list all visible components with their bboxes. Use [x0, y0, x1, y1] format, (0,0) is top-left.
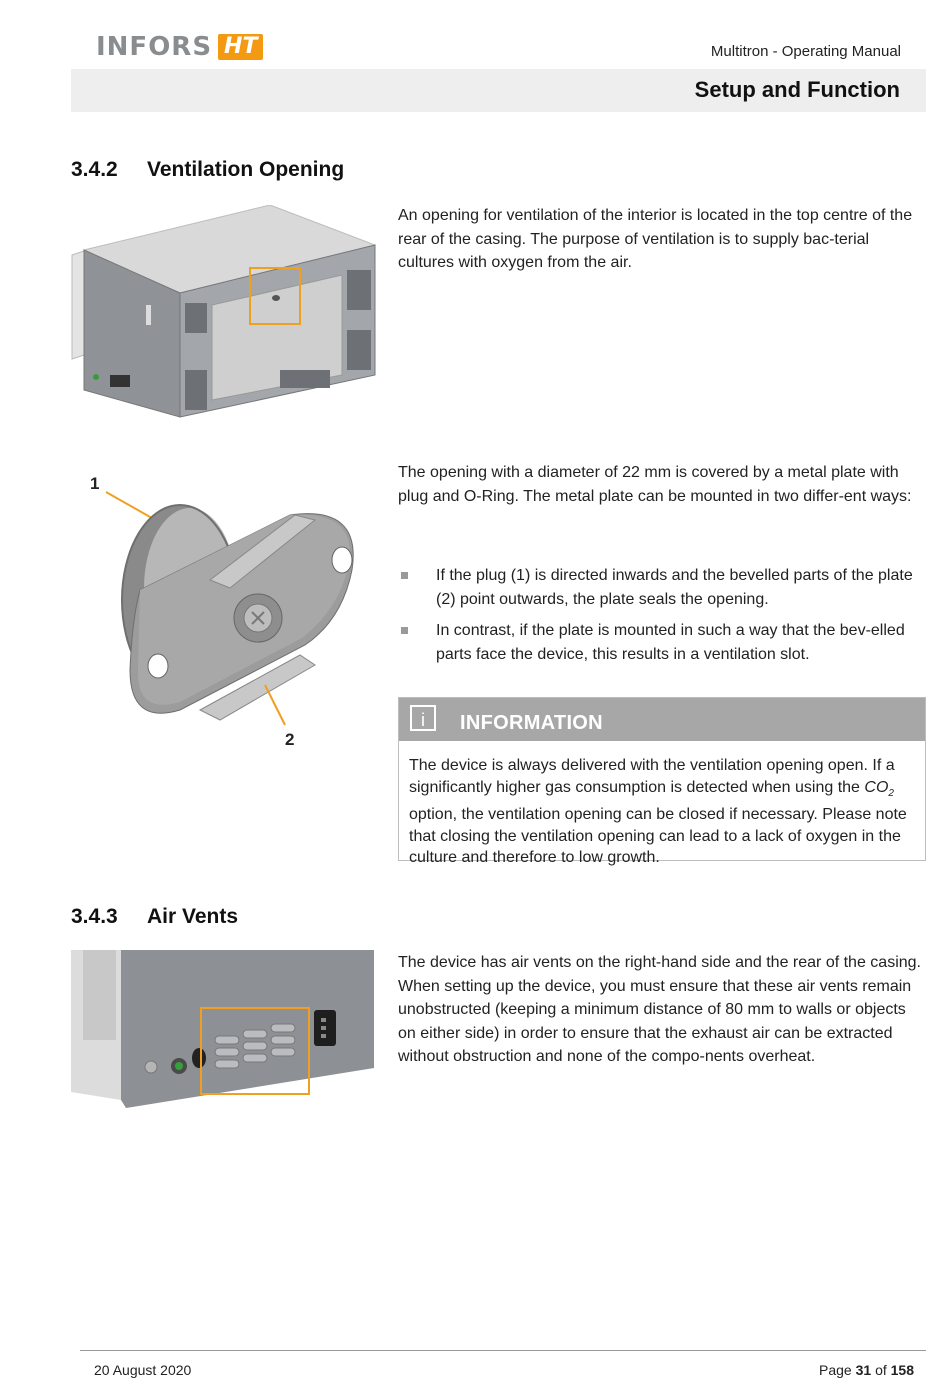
chapter-title: Setup and Function — [694, 77, 900, 102]
section-title: Air Vents — [147, 905, 239, 928]
information-text: The device is always delivered with the ventilation opening open. If a significantly higher gas consumption is detected when using the $CO_2$ option, the ventilation opening can be closed if necessary. Please note that closing the ventilation opening can lead to a lack of oxygen in the culture and therefore to low growth. — [409, 757, 907, 867]
plate-description-text: The opening with a diameter of 22 mm is covered by a metal plate with plug and O-Ring. The metal plate can be mounted in two differ-ent ways: — [398, 464, 912, 505]
information-box — [398, 697, 926, 867]
ventilation-intro-text: An opening for ventilation of the interior is located in the top centre of the rear of the casing. The purpose of ventilation is to supply bac-terial cultures with oxygen from the air. — [398, 207, 913, 271]
metal-plate-plug-image — [80, 470, 380, 760]
manual-title: Multitron - Operating Manual — [710, 43, 901, 60]
bullet-square-icon — [401, 572, 408, 579]
section-number: 3.4.2 — [71, 158, 118, 181]
co2-formula: $CO_2$ — [864, 778, 894, 799]
mounting-options-list — [398, 564, 918, 674]
footer-divider — [80, 1350, 926, 1351]
header-band — [71, 69, 926, 112]
list-item: If the plug (1) is directed inwards and the bevelled parts of the plate (2) point outwards, the plate seals the opening. — [398, 564, 918, 611]
device-rear-image — [70, 205, 376, 420]
callout-1: 1 — [90, 474, 100, 493]
information-title: INFORMATION — [460, 712, 603, 734]
infors-ht-logo — [96, 30, 263, 64]
information-header — [399, 698, 925, 741]
section-heading-air-vents — [71, 905, 238, 929]
logo-mark: HT — [218, 34, 263, 60]
footer-date: 20 August 2020 — [94, 1362, 192, 1378]
information-icon: i — [410, 705, 436, 731]
section-title: Ventilation Opening — [147, 158, 345, 181]
footer-page-number: Page 31 of 158 — [819, 1362, 914, 1378]
section-heading-ventilation — [71, 158, 344, 182]
air-vents-image — [71, 950, 374, 1110]
air-vents-text: The device has air vents on the right-hand side and the rear of the casing. When setting up the device, you must ensure that these air vents remain unobstructed (keeping a minimum distance of 80 mm to walls or objects on either side) in order to ensure that the exhaust air can be extracted without obstruction and none of the compo-nents overheat. — [398, 954, 921, 1065]
bullet-square-icon — [401, 627, 408, 634]
logo-word: INFORS — [96, 32, 213, 62]
callout-2: 2 — [285, 730, 295, 749]
section-number: 3.4.3 — [71, 905, 118, 928]
list-item: In contrast, if the plate is mounted in such a way that the bev-elled parts face the device, this results in a ventilation slot. — [398, 619, 918, 666]
